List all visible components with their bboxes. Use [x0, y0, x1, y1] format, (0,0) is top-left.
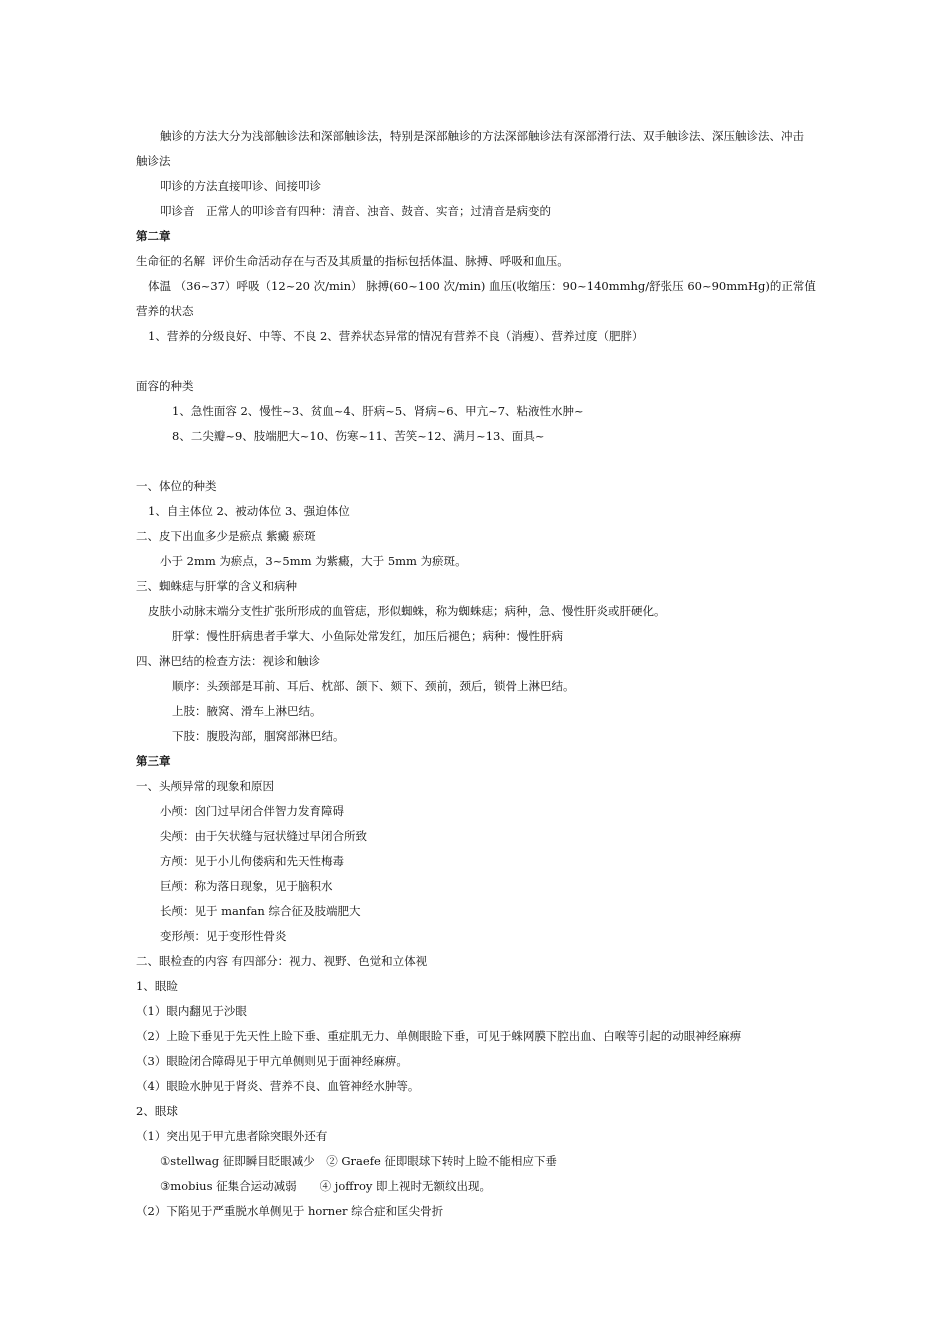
text-line: 变形颅：见于变形性骨炎 — [160, 929, 287, 943]
chapter-heading: 第二章 — [136, 229, 171, 243]
section-heading: 一、体位的种类 — [136, 479, 217, 493]
text-line: 长颅：见于 manfan 综合征及肢端肥大 — [160, 904, 361, 918]
section-heading: 二、皮下出血多少是瘀点 紫癜 瘀斑 — [136, 529, 316, 543]
text-line: （3）眼睑闭合障碍见于甲亢单侧则见于面神经麻痹。 — [136, 1054, 408, 1068]
text-line: 叩诊音 正常人的叩诊音有四种：清音、浊音、鼓音、实音；过清音是病变的 — [160, 204, 551, 218]
text-line: 下肢：腹股沟部，腘窝部淋巴结。 — [172, 729, 345, 743]
section-heading: 一、头颅异常的现象和原因 — [136, 779, 274, 793]
chapter-heading: 第三章 — [136, 754, 171, 768]
text-line: （2）下陷见于严重脱水单侧见于 horner 综合症和匡尖骨折 — [136, 1204, 444, 1218]
text-line: 叩诊的方法直接叩诊、间接叩诊 — [160, 179, 321, 193]
text-line: 巨颅：称为落日现象，见于脑积水 — [160, 879, 333, 893]
text-line: 营养的状态 — [136, 304, 194, 318]
text-line: 触诊法 — [136, 154, 171, 168]
text-line: 方颅：见于小儿佝偻病和先天性梅毒 — [160, 854, 344, 868]
text-line: 1、自主体位 2、被动体位 3、强迫体位 — [148, 504, 350, 518]
subsection-heading: 1、眼睑 — [136, 979, 178, 993]
text-line: （2）上睑下垂见于先天性上睑下垂、重症肌无力、单侧眼睑下垂，可见于蛛网膜下腔出血、白喉等引起的动眼神经麻痹 — [136, 1029, 742, 1043]
text-line: 生命征的名解 评价生命活动存在与否及其质量的指标包括体温、脉搏、呼吸和血压。 — [136, 254, 569, 268]
text-line: （1）突出见于甲亢患者除突眼外还有 — [136, 1129, 328, 1143]
subsection-heading: 2、眼球 — [136, 1104, 178, 1118]
text-line: （1）眼内翻见于沙眼 — [136, 1004, 247, 1018]
text-line: 尖颅：由于矢状缝与冠状缝过早闭合所致 — [160, 829, 367, 843]
text-line: 面容的种类 — [136, 379, 194, 393]
text-line: 顺序：头颈部是耳前、耳后、枕部、颌下、颏下、颈前，颈后，锁骨上淋巴结。 — [172, 679, 575, 693]
section-heading: 三、蜘蛛痣与肝掌的含义和病种 — [136, 579, 297, 593]
text-line: （4）眼睑水肿见于肾炎、营养不良、血管神经水肿等。 — [136, 1079, 420, 1093]
text-line: 肝掌：慢性肝病患者手掌大、小鱼际处常发红，加压后褪色；病种：慢性肝病 — [172, 629, 563, 643]
text-line: 体温 （36~37）呼吸（12~20 次/min） 脉搏(60~100 次/min) 血压(收缩压：90~140mmhg/舒张压 60~90mmHg)的正常值 — [148, 279, 816, 293]
section-heading: 二、眼检查的内容 有四部分：视力、视野、色觉和立体视 — [136, 954, 428, 968]
text-line: 1、急性面容 2、慢性~3、贫血~4、肝病~5、肾病~6、甲亢~7、粘液性水肿~ — [172, 404, 584, 418]
text-line: 1、营养的分级良好、中等、不良 2、营养状态异常的情况有营养不良（消瘦）、营养过度（肥胖） — [148, 329, 644, 343]
text-line: 小颅：囟门过早闭合伴智力发育障碍 — [160, 804, 344, 818]
text-line: 上肢：腋窝、滑车上淋巴结。 — [172, 704, 322, 718]
text-line: 皮肤小动脉末端分支性扩张所形成的血管痣，形似蜘蛛，称为蜘蛛痣；病种，急、慢性肝炎或肝硬化。 — [148, 604, 666, 618]
section-heading: 四、淋巴结的检查方法：视诊和触诊 — [136, 654, 320, 668]
text-line: ③mobius 征集合运动减弱 ④ joffroy 即上视时无额纹出现。 — [160, 1179, 492, 1193]
text-line: 8、二尖瓣~9、肢端肥大~10、伤寒~11、苦笑~12、满月~13、面具~ — [172, 429, 545, 443]
text-line: 小于 2mm 为瘀点，3~5mm 为紫癜，大于 5mm 为瘀斑。 — [160, 554, 467, 568]
text-line: 触诊的方法大分为浅部触诊法和深部触诊法，特别是深部触诊的方法深部触诊法有深部滑行法、双手触诊法、深压触诊法、冲击 — [160, 129, 804, 143]
text-line: ①stellwag 征即瞬目眨眼减少 ② Graefe 征即眼球下转时上睑不能相应下垂 — [160, 1154, 557, 1168]
